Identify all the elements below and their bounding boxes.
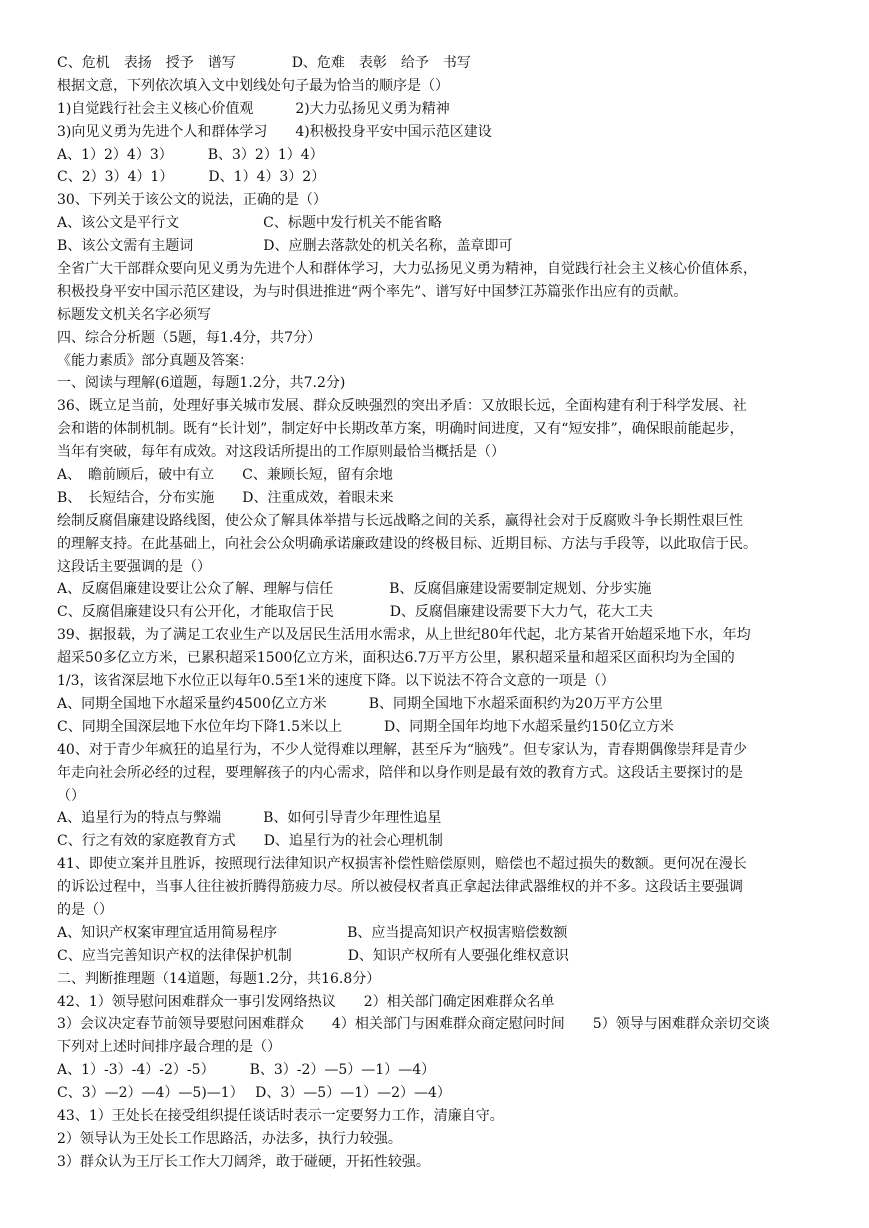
text-line: 42、1）领导慰问困难群众一事引发网络热议 2）相关部门确定困难群众名单	[57, 993, 555, 1010]
text-line: 四、综合分析题（5题，每1.4分，共7分）	[57, 329, 322, 346]
text-line: C、反腐倡廉建设只有公开化，才能取信于民 D、反腐倡廉建设需要下大力气，花大工夫	[57, 604, 653, 621]
text-line: 这段话主要强调的是（）	[57, 558, 211, 575]
text-line: C、应当完善知识产权的法律保护机制 D、知识产权所有人要强化维权意识	[57, 947, 569, 964]
text-line: C、3）—2）—4）—5)—1） D、3）—5）—1）—2）—4）	[57, 1085, 451, 1102]
text-line: 根据文意，下列依次填入文中划线处句子最为恰当的顺序是（）	[57, 77, 449, 94]
text-line: A、同期全国地下水超采量约4500亿立方米 B、同期全国地下水超采面积约为20万平方公里	[57, 695, 663, 712]
text-line: 当年有突破，每年有成效。对这段话所提出的工作原则最恰当概括是（）	[57, 444, 505, 461]
text-line: 一、阅读与理解(6道题，每题1.2分，共7.2分)	[57, 375, 346, 392]
text-line: 的是（）	[57, 901, 113, 918]
text-line: 1)自觉践行社会主义核心价值观 2)大力弘扬见义勇为精神	[57, 100, 450, 117]
text-line: （）	[57, 787, 85, 804]
text-line: 会和谐的体制机制。既有“长计划”，制定好中长期改革方案，明确时间进度，又有“短安排”，确保眼前能起步，	[57, 421, 744, 438]
text-line: A、追星行为的特点与弊端 B、如何引导青少年理性追星	[57, 810, 442, 827]
text-line: 2）领导认为王处长工作思路活，办法多，执行力较强。	[57, 1130, 402, 1147]
text-line: 的诉讼过程中，当事人往往被折腾得筋疲力尽。所以被侵权者真正拿起法律武器维权的并不多。这段话主要强调	[57, 879, 743, 896]
text-line: C、危机 表扬 授予 谱写 D、危难 表彰 给予 书写	[57, 55, 471, 71]
text-line: C、行之有效的家庭教育方式 D、追星行为的社会心理机制	[57, 833, 443, 850]
text-line: A、知识产权案审理宜适用简易程序 B、应当提高知识产权损害赔偿数额	[57, 924, 568, 941]
text-line: A、 瞻前顾后，破中有立 C、兼顾长短，留有余地	[57, 467, 393, 484]
text-line: 年走向社会所必经的过程，要理解孩子的内心需求，陪伴和以身作则是最有效的教育方式。这段话主要探讨的是	[57, 764, 743, 781]
text-line: 3）群众认为王厅长工作大刀阔斧，敢于碰硬，开拓性较强。	[57, 1153, 430, 1170]
text-line: B、 长短结合，分布实施 D、注重成效，着眼未来	[57, 489, 394, 506]
text-line: C、2）3）4）1） D、1）4）3）2）	[57, 169, 326, 186]
text-line: 43、1）王处长在接受组织提任谈话时表示一定要努力工作，清廉自守。	[57, 1107, 504, 1124]
text-line: 积极投身平安中国示范区建设，为与时俱进推进“两个率先”、谱写好中国梦江苏篇张作出应有的贡献。	[57, 283, 688, 300]
text-line: B、该公文需有主题词 D、应删去落款处的机关名称，盖章即可	[57, 238, 513, 255]
text-line: A、1）-3）-4）-2）-5） B、3）-2）—5）—1）—4）	[57, 1062, 436, 1079]
text-line: 二、判断推理题（14道题，每题1.2分，共16.8分）	[57, 970, 381, 987]
text-line: 3）会议决定春节前领导要慰问困难群众 4）相关部门与困难群众商定慰问时间 5）领导与困难群众亲切交谈	[57, 1016, 770, 1033]
text-line: 绘制反腐倡廉建设路线图，使公众了解具体举措与长远战略之间的关系，赢得社会对于反腐败斗争长期性艰巨性	[57, 512, 743, 529]
text-line: 3)向见义勇为先进个人和群体学习 4)积极投身平安中国示范区建设	[57, 123, 492, 140]
text-line: A、反腐倡廉建设要让公众了解、理解与信任 B、反腐倡廉建设需要制定规划、分步实施	[57, 581, 652, 598]
text-line: C、同期全国深层地下水位年均下降1.5米以上 D、同期全国年均地下水超采量约150亿立方米	[57, 718, 674, 735]
text-line: 超采50多亿立方米，已累积超采1500亿立方米，面积达6.7万平方公里，累积超采量和超采区面积均为全国的	[57, 650, 735, 667]
text-line: 41、即使立案并且胜诉，按照现行法律知识产权损害补偿性赔偿原则，赔偿也不超过损失的数额。更何况在漫长	[57, 856, 747, 873]
document-page	[57, 52, 847, 1174]
text-line: 《能力素质》部分真题及答案：	[57, 352, 253, 369]
text-line: 40、对于青少年疯狂的追星行为，不少人觉得难以理解，甚至斥为“脑残”。但专家认为，青春期偶像崇拜是青少	[57, 741, 748, 758]
text-line: 的理解支持。在此基础上，向社会公众明确承诺廉政建设的终极目标、近期目标、方法与手段等，以此取信于民。	[57, 535, 757, 552]
text-line: 下列对上述时间排序最合理的是（）	[57, 1039, 281, 1056]
text-line: 30、下列关于该公文的说法，正确的是（）	[57, 192, 327, 209]
text-line: 标题发文机关名字必须写	[57, 306, 211, 323]
text-line: 全省广大干部群众要向见义勇为先进个人和群体学习，大力弘扬见义勇为精神，自觉践行社会主义核心价值体系，	[57, 261, 757, 278]
text-line: A、1）2）4）3） B、3）2）1）4）	[57, 146, 324, 163]
text-line: 36、既立足当前，处理好事关城市发展、群众反映强烈的突出矛盾：又放眼长远，全面构建有利于科学发展、社	[57, 398, 747, 415]
text-line: A、该公文是平行文 C、标题中发行机关不能省略	[57, 215, 442, 232]
text-line: 39、据报载，为了满足工农业生产以及居民生活用水需求，从上世纪80年代起，北方某省开始超采地下水，年均	[57, 627, 751, 644]
text-line: 1/3，该省深层地下水位正以每年0.5至1米的速度下降。以下说法不符合文意的一项是（）	[57, 673, 615, 690]
